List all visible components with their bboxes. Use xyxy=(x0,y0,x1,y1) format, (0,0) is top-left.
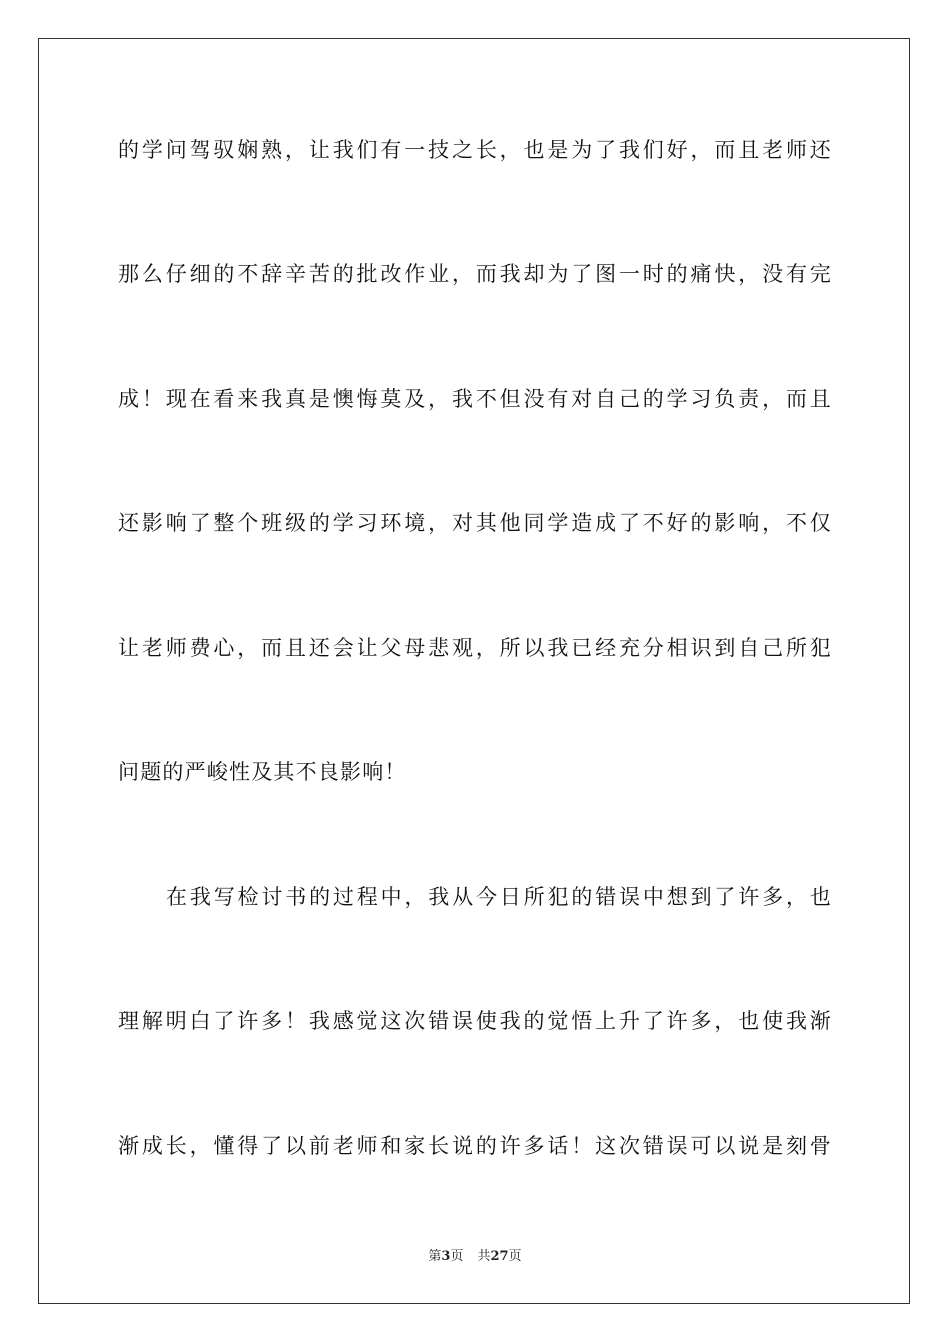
footer-total-pages: 27 xyxy=(490,1249,509,1264)
body-line-3: 成！现在看来我真是懊悔莫及，我不但没有对自己的学习负责，而且 xyxy=(118,387,832,411)
footer-total-prefix: 共 xyxy=(477,1249,491,1264)
page-border xyxy=(38,38,910,1304)
body-line-5: 让老师费心，而且还会让父母悲观，所以我已经充分相识到自己所犯 xyxy=(118,636,832,660)
page-footer xyxy=(0,1248,950,1266)
footer-page-number: 3 xyxy=(441,1249,451,1264)
footer-total-suffix: 页 xyxy=(508,1249,522,1264)
footer-page-suffix: 页 xyxy=(450,1249,464,1264)
footer-page-prefix: 第 xyxy=(428,1249,442,1264)
body-line-9: 渐成长，懂得了以前老师和家长说的许多话！这次错误可以说是刻骨 xyxy=(118,1134,832,1158)
body-line-2: 那么仔细的不辞辛苦的批改作业，而我却为了图一时的痛快，没有完 xyxy=(118,262,832,286)
body-line-6: 问题的严峻性及其不良影响！ xyxy=(118,760,407,784)
body-line-8: 理解明白了许多！我感觉这次错误使我的觉悟上升了许多，也使我渐 xyxy=(118,1009,832,1033)
body-line-1: 的学问驾驭娴熟，让我们有一技之长，也是为了我们好，而且老师还 xyxy=(118,138,832,162)
body-line-7: 在我写检讨书的过程中，我从今日所犯的错误中想到了许多，也 xyxy=(166,885,832,909)
body-line-4: 还影响了整个班级的学习环境，对其他同学造成了不好的影响，不仅 xyxy=(118,511,832,535)
